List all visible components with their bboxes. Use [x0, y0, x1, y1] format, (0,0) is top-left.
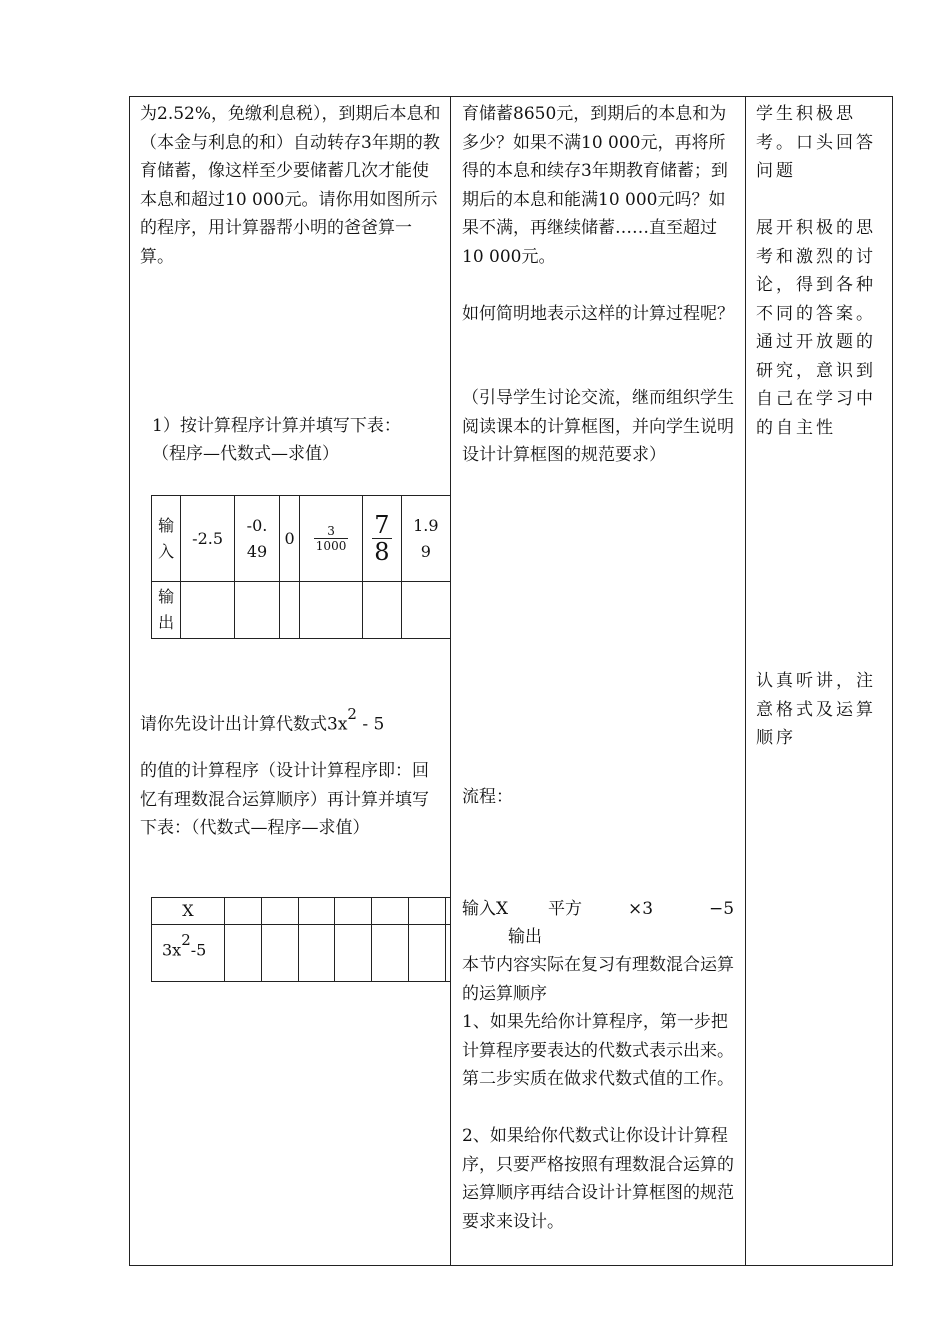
flow-times3: ×3	[628, 899, 654, 919]
flow-diagram	[462, 895, 738, 923]
row-label-expression: $3x^2-5$	[152, 925, 225, 982]
lesson-table	[129, 96, 893, 1266]
summary-point-1: 1、如果先给你计算程序，第一步把计算程序要表达的代数式表示出来。第二步实质在做求代数式值的工作。	[462, 1012, 734, 1089]
row-label-input: 输入	[152, 496, 181, 582]
input-value	[363, 496, 402, 582]
task1-instruction: 1）按计算程序计算并填写下表：	[152, 416, 401, 436]
fraction: $\frac{3}{1000}$	[315, 524, 347, 553]
activity-question: 如何简明地表示这样的计算过程呢？	[462, 304, 734, 324]
flow-label: 流程：	[462, 787, 513, 807]
activity-guidance: （引导学生讨论交流，继而组织学生阅读课本的计算框图，并向学生说明设计计算框图的规范要求）	[462, 388, 734, 465]
output-cell	[181, 582, 235, 639]
input-value: -0.49	[234, 496, 279, 582]
input-output-table	[151, 495, 451, 639]
output-cell	[363, 582, 402, 639]
problem-intro: 为2.52%，免缴利息税），到期后本息和（本金与利息的和）自动转存3年期的教育储蓄，像这样至少要储蓄几次才能使本息和超过10 000元。请你用如图所示的程序，用计算器帮小明的爸爸算一算。	[140, 104, 441, 267]
task2-description: 的值的计算程序（设计计算程序即：回忆有理数混合运算顺序）再计算并填写下表：（代数式—程序—求值）	[140, 761, 429, 838]
task1-hint: （程序—代数式—求值）	[152, 444, 339, 464]
student-discussion: 展开积极的思考和激烈的讨论，得到各种不同的答案。通过开放题的研究，意识到自己在学习中的自主性	[756, 218, 876, 438]
algebra-value-table	[151, 897, 451, 982]
input-value: 1.99	[401, 496, 450, 582]
input-value: 0	[280, 496, 300, 582]
output-cell	[280, 582, 300, 639]
row-label-x: X	[152, 898, 225, 925]
summary-text: 本节内容实际在复习有理数混合运算的运算顺序	[462, 955, 734, 1004]
flow-minus5: −5	[709, 899, 735, 919]
student-listening: 认真听讲，注意格式及运算顺序	[756, 671, 876, 748]
activity-paragraph: 育储蓄8650元，到期后的本息和为多少？如果不满10 000元，再将所得的本息和续存3年期教育储蓄；到期后的本息和能满10 000元吗？如果不满，再继续储蓄……直至超过10 000元。	[462, 104, 728, 267]
output-cell	[299, 582, 362, 639]
output-cell	[234, 582, 279, 639]
column-divider	[450, 97, 451, 1265]
task2-instruction: 请你先设计出计算代数式$3x^2 - 5$	[140, 705, 385, 735]
column-divider	[745, 97, 746, 1265]
input-value: -2.5	[181, 496, 235, 582]
input-value	[299, 496, 362, 582]
flow-output: 输出	[508, 927, 542, 947]
summary-point-2: 2、如果给你代数式让你设计计算程序，只要严格按照有理数混合运算的运算顺序再结合设计计算框图的规范要求来设计。	[462, 1126, 734, 1232]
flow-square: 平方	[548, 899, 582, 919]
row-label-output: 输出	[152, 582, 181, 639]
fraction: $\frac{7}{8}$	[374, 511, 390, 566]
flow-input: 输入X	[462, 899, 509, 919]
output-cell	[401, 582, 450, 639]
student-response: 学生积极思考。口头回答问题	[756, 104, 876, 181]
